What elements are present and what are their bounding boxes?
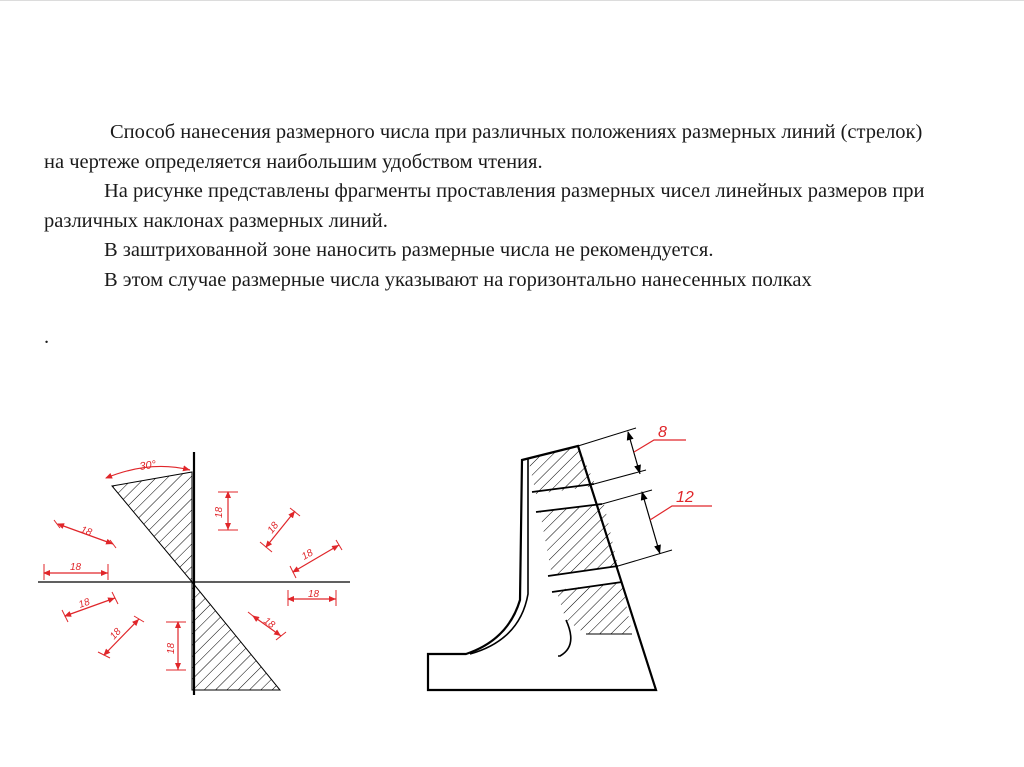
dim-horizontal-right xyxy=(288,589,336,606)
dim-label: 18 xyxy=(308,589,320,600)
dim-diagonal-lower-right xyxy=(248,612,286,640)
angle-label: 30° xyxy=(138,458,157,473)
shelf-label-12: 12 xyxy=(676,489,694,506)
figure-left xyxy=(38,452,350,695)
dim-diagonal-right xyxy=(290,540,342,578)
shelf-label-8: 8 xyxy=(658,424,667,441)
hatched-zone-top xyxy=(112,472,192,582)
dim-label: 18 xyxy=(214,506,225,518)
inner-contour xyxy=(470,458,528,654)
paragraph-1: Способ нанесения размерного числа при различных положениях размерных линий (стрелок) на чертеже определяется наибольшим удобством чтения. xyxy=(44,121,923,173)
dim-diagonal-lower-left xyxy=(62,592,118,622)
dim-label: 18 xyxy=(108,626,124,643)
dim-diagonal-lower-left-steep xyxy=(98,616,144,658)
dim-label: 18 xyxy=(265,520,282,536)
fillet-line xyxy=(558,620,571,656)
dim-vertical-top xyxy=(214,492,238,530)
dim-diagonal-upper-left xyxy=(54,520,116,548)
dim-diagonal-upper-right xyxy=(260,508,300,552)
dim-label: 18 xyxy=(300,547,316,563)
shelf-leader-8 xyxy=(634,440,686,452)
paragraph-4: В этом случае размерные числа указывают на горизонтально нанесенных полках xyxy=(104,268,812,291)
paragraph-3: В заштрихованной зоне наносить размерные числа не рекомендуется. xyxy=(104,239,714,261)
extension-line xyxy=(594,470,646,484)
extension-line xyxy=(618,550,672,566)
dim-label: 18 xyxy=(78,524,94,539)
hatched-zone-bottom xyxy=(192,582,280,690)
extension-line xyxy=(578,428,636,446)
trailing-dot: . xyxy=(44,326,50,348)
dim-horizontal-left xyxy=(44,562,108,580)
shelf-leader-12 xyxy=(650,506,712,520)
paragraph-2: На рисунке представлены фрагменты проставления размерных чисел линейных размеров при различных наклонах размерных линий. xyxy=(44,180,925,232)
dim-label: 18 xyxy=(77,596,92,611)
hatch-band-2 xyxy=(540,504,618,576)
dimension-line-12 xyxy=(642,492,660,554)
dim-label: 18 xyxy=(261,615,277,631)
dimension-line-8 xyxy=(628,432,640,474)
dim-label: 18 xyxy=(166,642,177,654)
figure-right xyxy=(428,424,712,690)
dim-label: 18 xyxy=(70,562,82,573)
dim-vertical-bottom xyxy=(166,622,186,670)
